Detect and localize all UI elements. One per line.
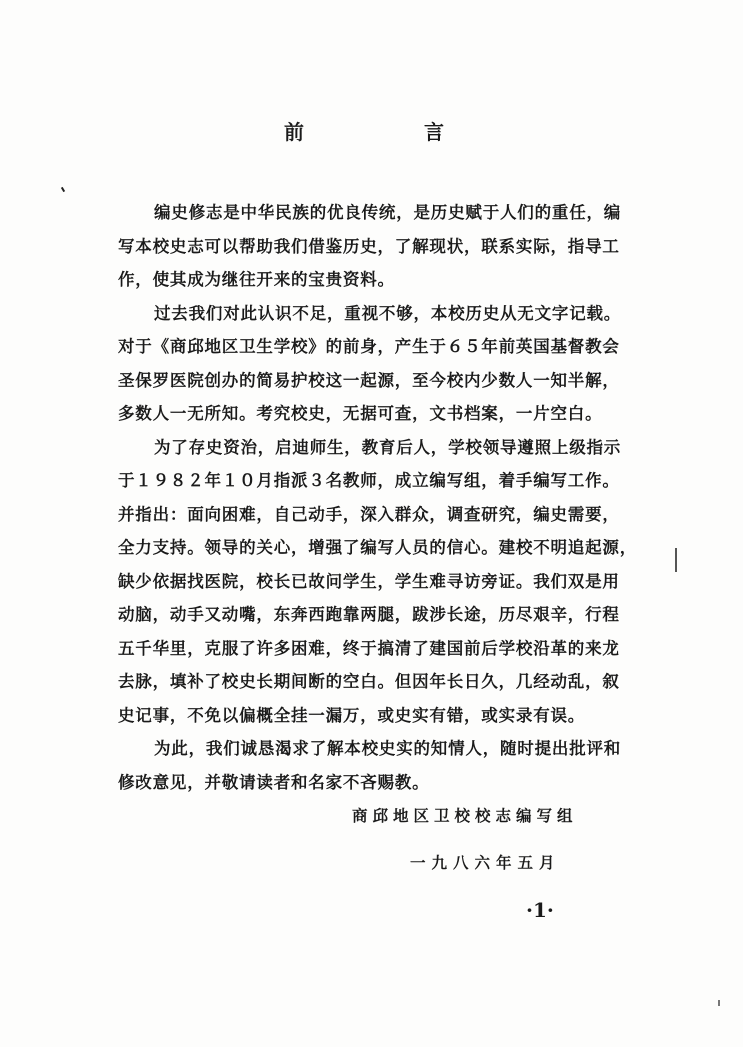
- paragraph-line: 过去我们对此认识不足，重视不够，本校历史从无文字记载。: [154, 303, 622, 323]
- paragraph-line: 圣保罗医院创办的简易护校这一起源，至今校内少数人一知半解，: [118, 370, 620, 390]
- paragraph-line: 去脉，填补了校史长期间断的空白。但因年长日久，几经动乱，叙: [118, 672, 620, 691]
- paragraph-line: 作，使其成为继往开来的宝贵资料。: [118, 270, 395, 289]
- paragraph-4: [118, 732, 648, 799]
- paragraph-line: 全力支持。领导的关心，增强了编写人员的信心。建校不明追起源，: [118, 538, 637, 557]
- author-signoff: 商邱地区卫校校志编写组: [352, 806, 578, 825]
- paragraph-line: 五千华里，克服了许多困难，终于搞清了建国前后学校沿革的来龙: [118, 638, 620, 658]
- paragraph-line: 为了存史资治，启迪师生，教育后人，学校领导遵照上级指示: [154, 437, 622, 457]
- scan-speck: [61, 187, 65, 192]
- paragraph-1: [118, 196, 648, 297]
- paragraph-line: 动脑，动手又动嘴，东奔西跑靠两腿，跋涉长途，历尽艰辛，行程: [118, 605, 620, 624]
- paragraph-line: 修改意见，并敬请读者和名家不吝赐教。: [118, 772, 430, 792]
- title-char-2: 言: [424, 120, 444, 144]
- page-title: [284, 116, 444, 145]
- title-char-1: 前: [284, 120, 304, 144]
- paragraph-line: 多数人一无所知。考究校史，无据可查，文书档案，一片空白。: [118, 404, 603, 423]
- page-number: ·1·: [526, 898, 554, 922]
- paragraph-line: 于１９８２年１０月指派３名教师，成立编写组，着手编写工作。: [118, 471, 620, 490]
- paragraph-line: 编史修志是中华民族的优良传统，是历史赋于人们的重任，编: [154, 203, 622, 222]
- scan-speck: [675, 548, 677, 572]
- paragraph-line: 史记事，不免以偏概全挂一漏万，或史实有错，或实录有误。: [118, 705, 586, 725]
- preface-body: [118, 196, 648, 799]
- paragraph-line: 对于《商邱地区卫生学校》的前身，产生于６５年前英国基督教会: [118, 337, 620, 356]
- scan-speck: [718, 1000, 720, 1006]
- date-line: 一九八六年五月: [410, 853, 561, 872]
- paragraph-line: 缺少依据找医院，校长已故问学生，学生难寻访旁证。我们双是用: [118, 571, 620, 591]
- paragraph-2: [118, 297, 648, 431]
- paragraph-3: [118, 431, 648, 733]
- paragraph-line: 为此，我们诚恳渴求了解本校史实的知情人，随时提出批评和: [154, 739, 622, 758]
- paragraph-line: 并指出：面向困难，自己动手，深入群众，调查研究，编史需要，: [118, 504, 620, 524]
- paragraph-line: 写本校史志可以帮助我们借鉴历史，了解现状，联系实际，指导工: [118, 236, 620, 256]
